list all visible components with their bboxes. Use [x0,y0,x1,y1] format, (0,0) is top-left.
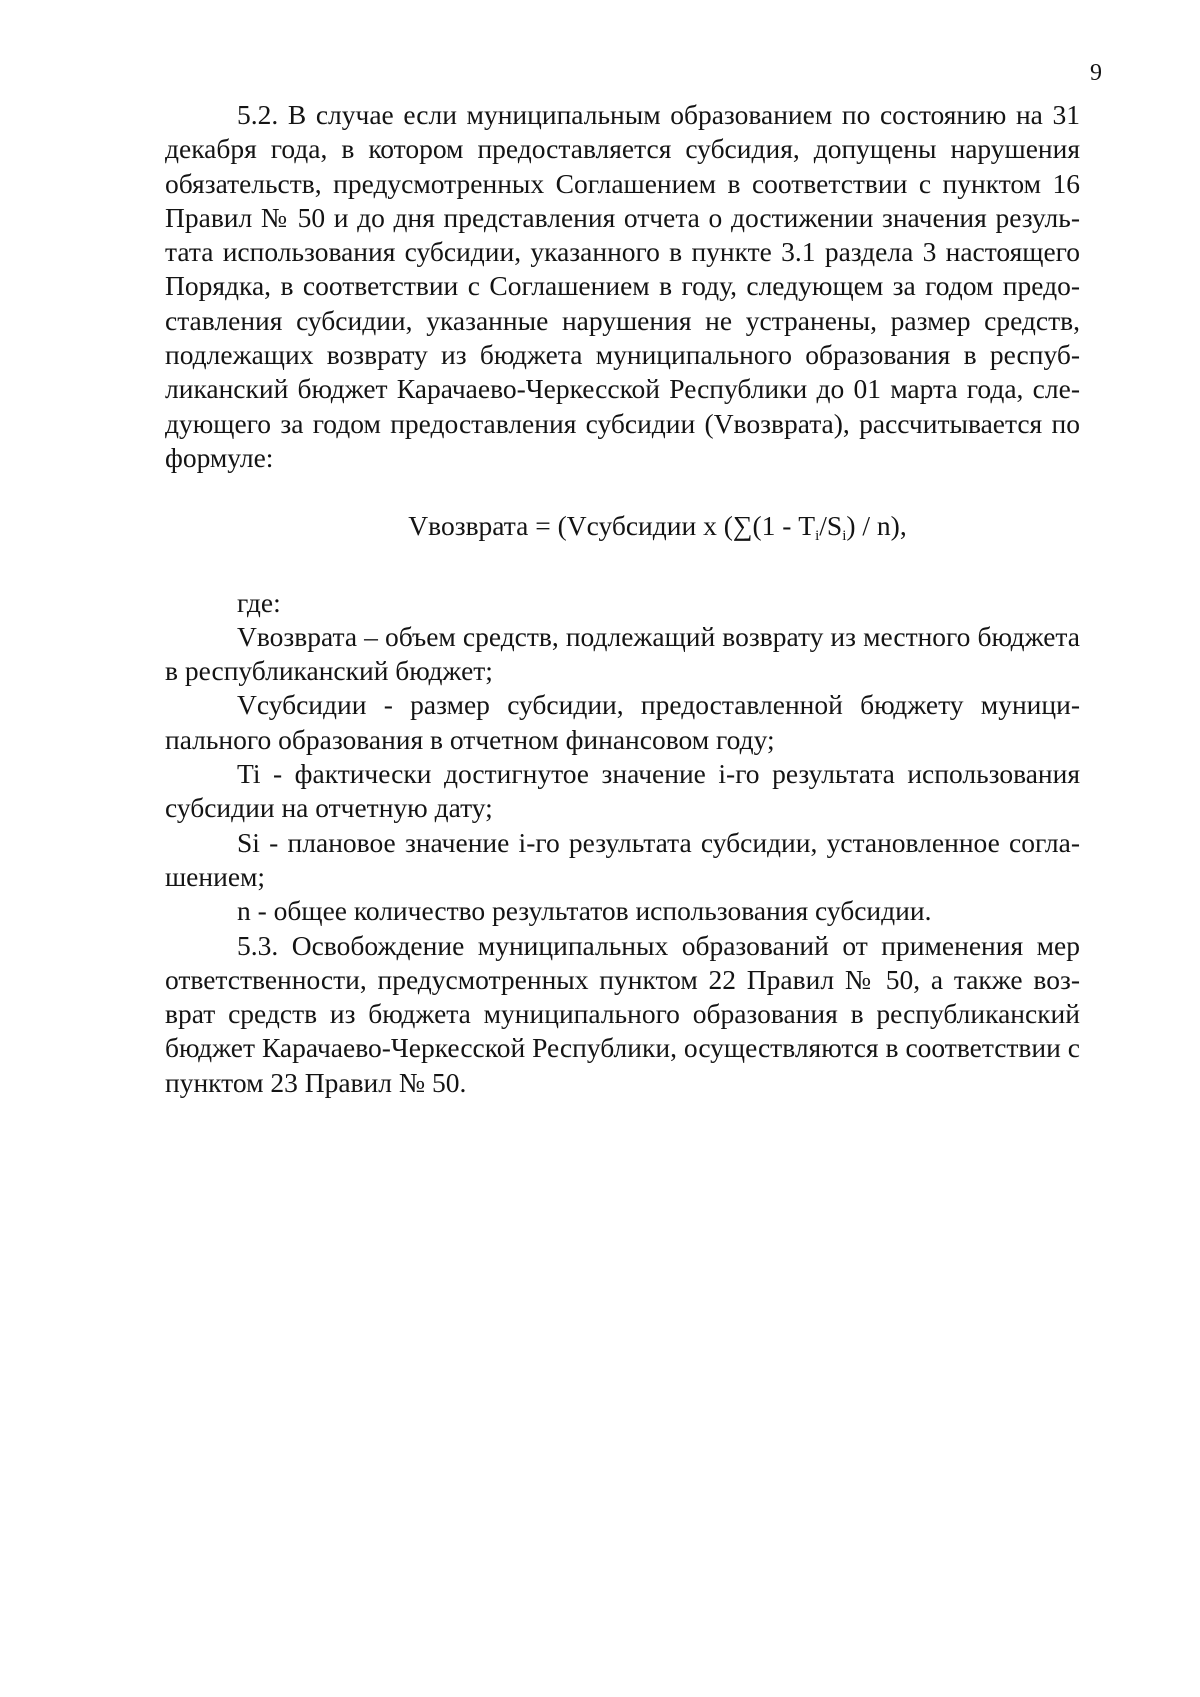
paragraph-5-3: 5.3. Освобождение муниципальных образований от применения мер ответственности, предусмотренных пунктом 22 Правил № 50, а также возврат средств из бюджета муниципального образования в республиканский бюджет Карачаево-Черкесской Республики, осуществляются в соответствии с пунктом 23 Правил № 50. [165,929,1080,1098]
return-formula [235,509,1080,543]
formula-lhs: Vвозврата = (Vсубсидии х (∑(1 - T [408,510,816,542]
definition-v-subsidy: Vсубсидии - размер субсидии, предоставленной бюджету муниципального образования в отчетном финансовом году; [165,689,1080,755]
definition-ti: Ti - фактически достигнутое значение i-го результата использования субсидии на отчетную дату; [165,758,1080,824]
formula-subscript-t: i [815,528,820,545]
definition-v-return: Vвозврата – объем средств, подлежащий возврату из местного бюджета в республиканский бюджет; [165,620,1080,687]
paragraph-5-2: 5.2. В случае если муниципальным образованием по состоянию на 31 декабря года, в котором предоставляется субсидия, допущены нарушения обязательств, предусмотренных Соглашением в соответствии с пунктом 16 Правил № 50 и до дня представления отчета о достижении значения результата использования субсидии, указанного в пункте 3.1 раздела 3 настоящего Порядка, в соответствии с Соглашением в году, следующем за годом предоставления субсидии, указанные нарушения не устранены, размер средств, подлежащих возврату из бюджета муниципального образования в республиканский бюджет Карачаево-Черкесской Республики до 01 марта года, следующего за годом предоставления субсидии (Vвозврата), рассчитывается по формуле: [165,99,1080,473]
formula-subscript-s: i [842,528,847,545]
formula-mid: /S [819,510,843,542]
definition-si: Si - плановое значение i-го результата субсидии, установленное соглашением; [165,826,1080,892]
document-body [165,98,1080,1100]
where-label: где: [237,586,281,618]
definition-n: n - общее количество результатов использования субсидии. [237,895,932,927]
formula-rhs: ) / n), [846,510,907,542]
page-number: 9 [1090,60,1102,86]
